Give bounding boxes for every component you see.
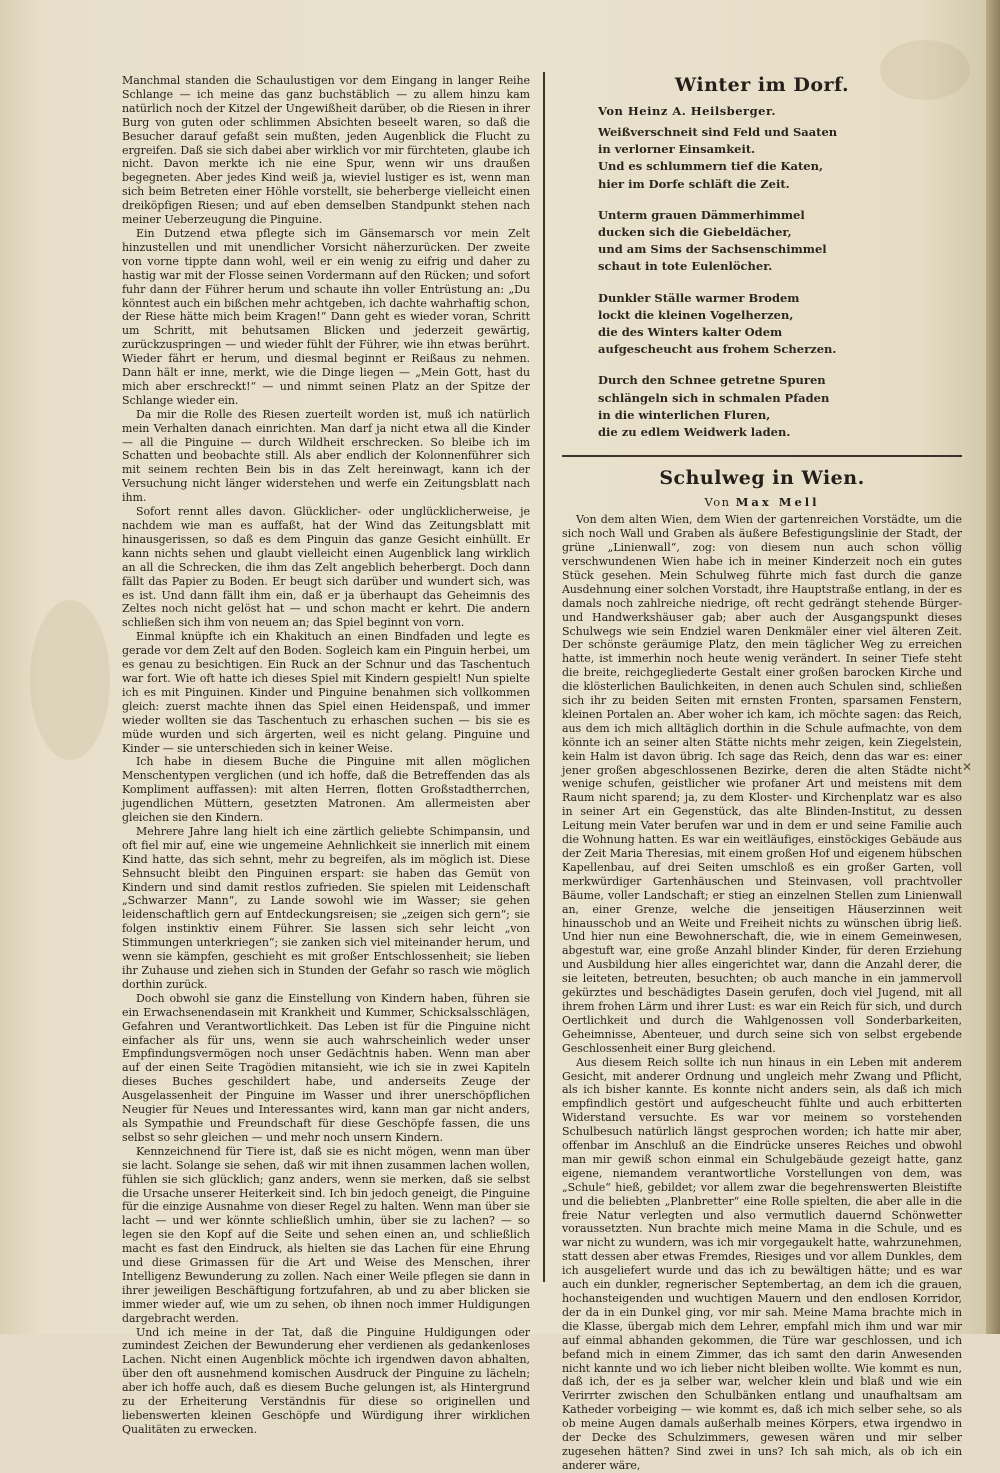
- poem-line: schlängeln sich in schmalen Pfaden: [598, 390, 830, 405]
- paragraph: Da mir die Rolle des Riesen zuerteilt worden ist, muß ich natürlich mein Verhalten danach einrichten. Man darf ja nicht etwa all die Kinder — all die Pinguine — durch Wildheit erschrecken. So bleibe ich im Schatten und beobachte still. Als aber endlich der Kolonnenführer sich mit seinem rechten Bein bis in das Zelt hereinwagt, kann ich der Versuchung nicht länger widerstehen und werfe ein Zeitungsblatt nach ihm.: [122, 407, 530, 505]
- section-divider: [562, 455, 962, 457]
- poem-line: ducken sich die Giebeldächer,: [598, 225, 792, 240]
- right-column: [562, 68, 962, 1472]
- paper-stain: [30, 600, 110, 760]
- poem-line: hier im Dorfe schläft die Zeit.: [598, 176, 790, 191]
- paragraph: Kennzeichnend für Tiere ist, daß sie es nicht mögen, wenn man über sie lacht. Solange sie sehen, daß wir mit ihnen zusammen lachen wollen, fühlen sie sich glücklich; ganz anders, wenn sie merken, daß sie selbst die Ursache unserer Heiterkeit sind. Ich bin jedoch geneigt, die Pinguine für die einzige Ausnahme von dieser Regel zu halten. Wenn man über sie lacht — und wer könnte schließlich umhin, über sie zu lachen? — so legen sie den Kopf auf die Seite und sehen einen an, und schließlich macht es fast den Eindruck, als hielten sie das Lachen für eine Ehrung und diese Grimassen für die Art und Weise des Menschen, ihrer Intelligenz Bewunderung zu zollen. Nach einer Weile pflegen sie dann in ihrer jeweiligen Beschäftigung fortzufahren, ab und zu aber blicken sie immer wieder auf, wie um zu sehen, ob ihnen noch immer Huldigungen dargebracht werden.: [122, 1144, 530, 1325]
- paragraph: Und ich meine in der Tat, daß die Pinguine Huldigungen oder zumindest Zeichen der Bewunderung eher verdienen als gedankenloses Lachen. Nicht einen Augenblick möchte ich irgendwen davon abhalten, über den oft ausnehmend komischen Ausdruck der Pinguine zu lächeln; aber ich hoffe auch, daß es diesem Buche gelungen ist, als Hintergrund zu der Erheiterung Verständnis für diese so originellen und liebenswerten kleinen Geschöpfe und Würdigung ihrer wirklichen Qualitäten zu erwecken.: [122, 1325, 530, 1436]
- poem-line: die des Winters kalter Odem: [598, 325, 783, 340]
- poem-line: Unterm grauen Dämmerhimmel: [598, 207, 805, 222]
- poem-line: die zu edlem Weidwerk laden.: [598, 425, 791, 440]
- margin-mark: ✕: [962, 760, 973, 774]
- paragraph: Von dem alten Wien, dem Wien der gartenreichen Vorstädte, um die sich noch Wall und Graben als äußere Befestigungslinie der Stadt, der grüne „Linienwall“, zog: von diesem nun auch schon völlig verschwundenen Wien habe ich in meiner Kinderzeit noch ein gutes Stück gesehen. Mein Schulweg führte mich fast durch die ganze Ausdehnung einer solchen Vorstadt, ihre Hauptstraße entlang, in der es damals noch zahlreiche niedrige, oft recht gedrängt stehende Bürger- und Handwerkshäuser gab; aber auch der Ausgangspunkt dieses Schulwegs wie sein Endziel waren Denkmäler einer viel älteren Zeit. Der schönste geräumige Platz, den mein täglicher Weg zu erreichen hatte, ist immerhin noch heute wenig verändert. In seiner Tiefe steht die breite, reichgegliederte Gestalt einer großen barocken Kirche und die klösterlichen Baulichkeiten, in denen auch Schulen sind, schließen sich ihr zu beiden Seiten mit ernsten Fronten, sparsamen Fenstern, kleinen Portalen an. Aber woher ich kam, ich möchte sagen: das Reich, aus dem ich mich alltäglich dorthin in die Schule aufmachte, von dem könnte ich an seiner alten Stätte nichts mehr zeigen, kein Ziegelstein, kein Halm ist davon übrig. Ich sage das Reich, denn das war es: einer jener großen abgeschlossenen Bezirke, deren die alten Städte nicht wenige schufen, geistlicher wie profaner Art und meistens mit dem Raum nicht sparend; ja, zu dem Kloster- und Kirchenplatz war es also in seiner Art ein Gegenstück, das alte Blinden-Institut, zu dessen Leitung mein Vater berufen war und in dem er und seine Familie auch die Wohnung hatten. Es war ein weitläufiges, einstöckiges Gebäude aus der Zeit Maria Theresias, mit einem großen Hof und eigenem hübschen Kapellenbau, auf drei Seiten umschloß es ein großer Garten, voll merkwürdiger Gartenhäuschen und Steinvasen, voll prachtvoller Bäume, voller Landschaft; er stieg an einzelnen Stellen zum Linienwall an, einer Grenze, welche die jenseitigen Häuserzinnen weit hinausschob und an Weite und Freiheit nichts zu wünschen übrig ließ. Und hier nun eine Bewohnerschaft, die, wie in einem Gemeinwesen, abgestuft war, eine große Anzahl blinder Kinder, für deren Erziehung und Ausbildung hier alles eingerichtet war, dann die Anzahl derer, die sie leiteten, betreuten, besuchten; ob auch manche in ein jammervoll gekürztes und beschädigtes Dasein gerufen, doch viel Jugend, mit all ihrem frohen Lärm und ihrer Lust: es war ein Reich für sich, und durch Oertlichkeit und durch die Wahlgenossen voll Sonderbarkeiten, Geheimnisse, Abenteuer, und durch seine sich von selbst ergebende Geschlossenheit einer Burg gleichend.: [562, 513, 962, 1055]
- poem-line: und am Sims der Sachsenschimmel: [598, 242, 827, 257]
- poem-line: Durch den Schnee getretne Spuren: [598, 373, 826, 388]
- article-byline: [562, 495, 962, 509]
- poem-line: Dunkler Ställe warmer Brodem: [598, 290, 800, 305]
- paragraph: Sofort rennt alles davon. Glücklicher- oder unglücklicherweise, je nachdem wie man es auffaßt, hat der Wind das Zeitungsblatt mit hinausgerissen, so daß es dem Pinguin das ganze Gesicht einhüllt. Er kann nichts sehen und glaubt vielleicht einen Augenblick lang wirklich an all die Schrecken, die ihm das Zelt angeblich beherbergt. Doch dann fällt das Papier zu Boden. Er beugt sich darüber und wundert sich, was es ist. Und dann fällt ihm ein, daß er ja überhaupt das Geheimnis des Zeltes noch nicht gelöst hat — und schon macht er kehrt. Die andern schließen sich ihm von neuem an; das Spiel beginnt von vorn.: [122, 505, 530, 630]
- poem-author: Von Heinz A. Heilsberger.: [598, 104, 776, 118]
- paragraph: Einmal knüpfte ich ein Khakituch an einen Bindfaden und legte es gerade vor dem Zelt auf den Boden. Sogleich kam ein Pinguin herbei, um es genau zu besichtigen. Ein Ruck an der Schnur und das Taschentuch war fort. Wie oft hatte ich dieses Spiel mit Kindern gespielt! Nun spielte ich es mit Pinguinen. Kinder und Pinguine benahmen sich vollkommen gleich: zuerst machte ihnen das Spiel einen Heidenspaß, und immer wieder wollten sie das Taschentuch zu erhaschen suchen — bis sie es müde wurden und sich ärgerten, weil es nicht gelang. Pinguine und Kinder — sie unterschieden sich in keiner Weise.: [122, 630, 530, 755]
- poem-line: aufgescheucht aus frohem Scherzen.: [598, 342, 837, 357]
- poem-stanza: [598, 124, 962, 193]
- poem-line: in die winterlichen Fluren,: [598, 407, 771, 422]
- paragraph: Mehrere Jahre lang hielt ich eine zärtlich geliebte Schimpansin, und oft fiel mir auf, eine wie ungemeine Aehnlichkeit sie innerlich mit einem Kind hatte, das sich sehnt, mehr zu begreifen, als im möglich ist. Diese Sehnsucht bleibt den Pinguinen erspart: sie haben das Gemüt von Kindern und sind damit restlos zufrieden. Sie spielen mit Leidenschaft „Schwarzer Mann“, zu Lande sowohl wie im Wasser; sie gehen leidenschaftlich gern auf Entdeckungsreisen; sie „zeigen sich gern“; sie folgen instinktiv einem Führer. Sie lassen sich sehr leicht „von Stimmungen unterkriegen“; sie zanken sich viel miteinander herum, und wenn sie kämpfen, geschieht es mit großer Entschlossenheit; sie lieben ihr Zuhause und ziehen sich in Stunden der Gefahr so rasch wie möglich dorthin zurück.: [122, 824, 530, 991]
- poem-stanza: [598, 207, 962, 276]
- poem-stanza: [598, 372, 962, 441]
- poem-line: lockt die kleinen Vogelherzen,: [598, 307, 794, 322]
- paragraph: Manchmal standen die Schaulustigen vor dem Eingang in langer Reihe Schlange — ich meine das ganz buchstäblich — zu allem hinzu kam natürlich noch der Kitzel der Ungewißheit darüber, ob die Riesen in ihrer Burg von guten oder schlimmen Absichten beseelt waren, so daß die Besucher darauf gefaßt sein mußten, jeden Augenblick die Flucht zu ergreifen. Daß sie sich dabei aber wirklich vor mir fürchteten, glaube ich nicht. Davon merkte ich nie eine Spur, wenn wir uns draußen begegneten. Aber jedes Kind weiß ja, wieviel lustiger es ist, wenn man sich beim Betreten einer Höhle vorstellt, sie beherberge vielleicht einen dreiköpfigen Riesen; und auf eben demselben Standpunkt stehen nach meiner Ueberzeugung die Pinguine.: [122, 74, 530, 227]
- byline-prefix: Von: [704, 495, 731, 510]
- paragraph: Aus diesem Reich sollte ich nun hinaus in ein Leben mit anderem Gesicht, mit anderer Ordnung und ungleich mehr Zwang und Pflicht, als ich bisher kannte. Es konnte nicht anders sein, als daß ich mich empfindlich gestört und aufgescheucht fühlte und auch erbitterten Widerstand versuchte. Es war vor meinem so vorstehenden Schulbesuch natürlich längst gesprochen worden; ich hatte mir aber, offenbar im Anschluß an die Eindrücke unseres Reiches und obwohl man mir gewiß schon einmal ein Schulgebäude gezeigt hatte, ganz eigene, niemandem verantwortliche Vorstellungen von dem, was „Schule“ hieß, gebildet; vor allem zwar die begehrenswerten Bleistifte und die beliebten „Planbretter“ eine Rolle spielten, die aber alle in die freie Natur verlegten und also vermutlich dauernd Schönwetter voraussetzten. Nun brachte mich meine Mama in die Schule, und es war nicht zu wundern, was ich mir vorgegaukelt hatte, wahrzunehmen, statt dessen aber etwas Fremdes, Riesiges und vor allem Dunkles, dem ich ausgeliefert wurde und das ich zu bewältigen hätte; und es war auch ein dunkler, regnerischer Septembertag, an dem ich die grauen, hochansteigenden und wuchtigen Mauern und den endlosen Korridor, der da in ein Dunkel ging, vor mir sah. Meine Mama brachte mich in die Klasse, übergab mich dem Lehrer, empfahl mich ihm und war mir auf einmal abhanden gekommen, die Türe war geschlossen, und ich befand mich in einem Zimmer, das ich samt den darin Anwesenden nicht kannte und wo ich lieber nicht bleiben wollte. Wie kommt es nun, daß ich, der es ja selber war, welcher klein und blaß und wie ein Verirrter zwischen den Schulbänken entlang und unaufhaltsam am Katheder vorbeiging — wie kommt es, daß ich mich selber sehe, so als ob meine Augen damals außerhalb meines Körpers, etwa irgendwo in der Decke des Schulzimmers, gewesen wären und mir selber zugesehen hätten? Sind zwei in uns? Ich sah mich, als ob ich ein anderer wäre,: [562, 1055, 962, 1472]
- poem-line: Und es schlummern tief die Katen,: [598, 159, 823, 174]
- byline-name: Max Mell: [735, 495, 820, 510]
- poem-line: in verlorner Einsamkeit.: [598, 142, 756, 157]
- poem-line: schaut in tote Eulenlöcher.: [598, 259, 773, 274]
- poem-line: Weißverschneit sind Feld und Saaten: [598, 125, 838, 139]
- paragraph: Ein Dutzend etwa pflegte sich im Gänsemarsch vor mein Zelt hinzustellen und mit unendlicher Vorsicht näherzurücken. Der zweite von vorne tippte dann wohl, weil er ein wenig zu eifrig und daher zu hastig war mit der Flosse seinen Vordermann auf den Rücken; und sofort fuhr dann der Führer herum und schaute ihn voller Entrüstung an: „Du könntest auch ein bißchen mehr achtgeben, ich dachte wahrhaftig schon, der Riese hätte mich beim Kragen!“ Dann geht es wieder voran, Schritt um Schritt, mit behutsamen Blicken und jederzeit gewärtig, zurückzuspringen — und wieder fühlt der Führer, wie ihn etwas berührt. Wieder fährt er herum, und diesmal beginnt er Reißaus zu nehmen. Dann hält er inne, merkt, wie die Dinge liegen — „Mein Gott, hast du mich aber erschreckt!“ — und nimmt seinen Platz an der Spitze der Schlange wieder ein.: [122, 226, 531, 407]
- article-title: Schulweg in Wien.: [659, 467, 865, 490]
- left-column: [122, 74, 531, 1436]
- column-divider: [543, 72, 545, 1282]
- paragraph: Doch obwohl sie ganz die Einstellung von Kindern haben, führen sie ein Erwachsenendasein mit Krankheit und Kummer, Schicksalsschlägen, Gefahren und Verantwortlichkeit. Das Leben ist für die Pinguine nicht einfacher als für uns, wenn sie auch wahrscheinlich weder unser Empfindungsvermögen noch unser Gedächtnis haben. Wenn man aber auf der einen Seite Tragödien mitansieht, wie ich sie in zwei Kapiteln dieses Buches geschildert habe, und anderseits Zeuge der Ausgelassenheit der Pinguine im Wasser und ihrer unerschöpflichen Neugier für Neues und Interessantes wird, kann man gar nicht anders, als Sympathie und Freundschaft für diese Geschöpfe fassen, die uns selbst so sehr gleichen — und mehr noch unsern Kindern.: [122, 991, 530, 1144]
- paragraph: Ich habe in diesem Buche die Pinguine mit allen möglichen Menschentypen verglichen (und ich hoffe, daß die Betreffenden das als Kompliment auffassen): mit alten Herren, flotten Großstadtherrchen, jugendlichen Müttern, gesetzten Matronen. Am allermeisten aber gleichen sie den Kindern.: [122, 755, 530, 825]
- poem-stanza: [598, 290, 962, 359]
- binding-edge: [986, 0, 1000, 1334]
- poem-title: Winter im Dorf.: [674, 74, 850, 96]
